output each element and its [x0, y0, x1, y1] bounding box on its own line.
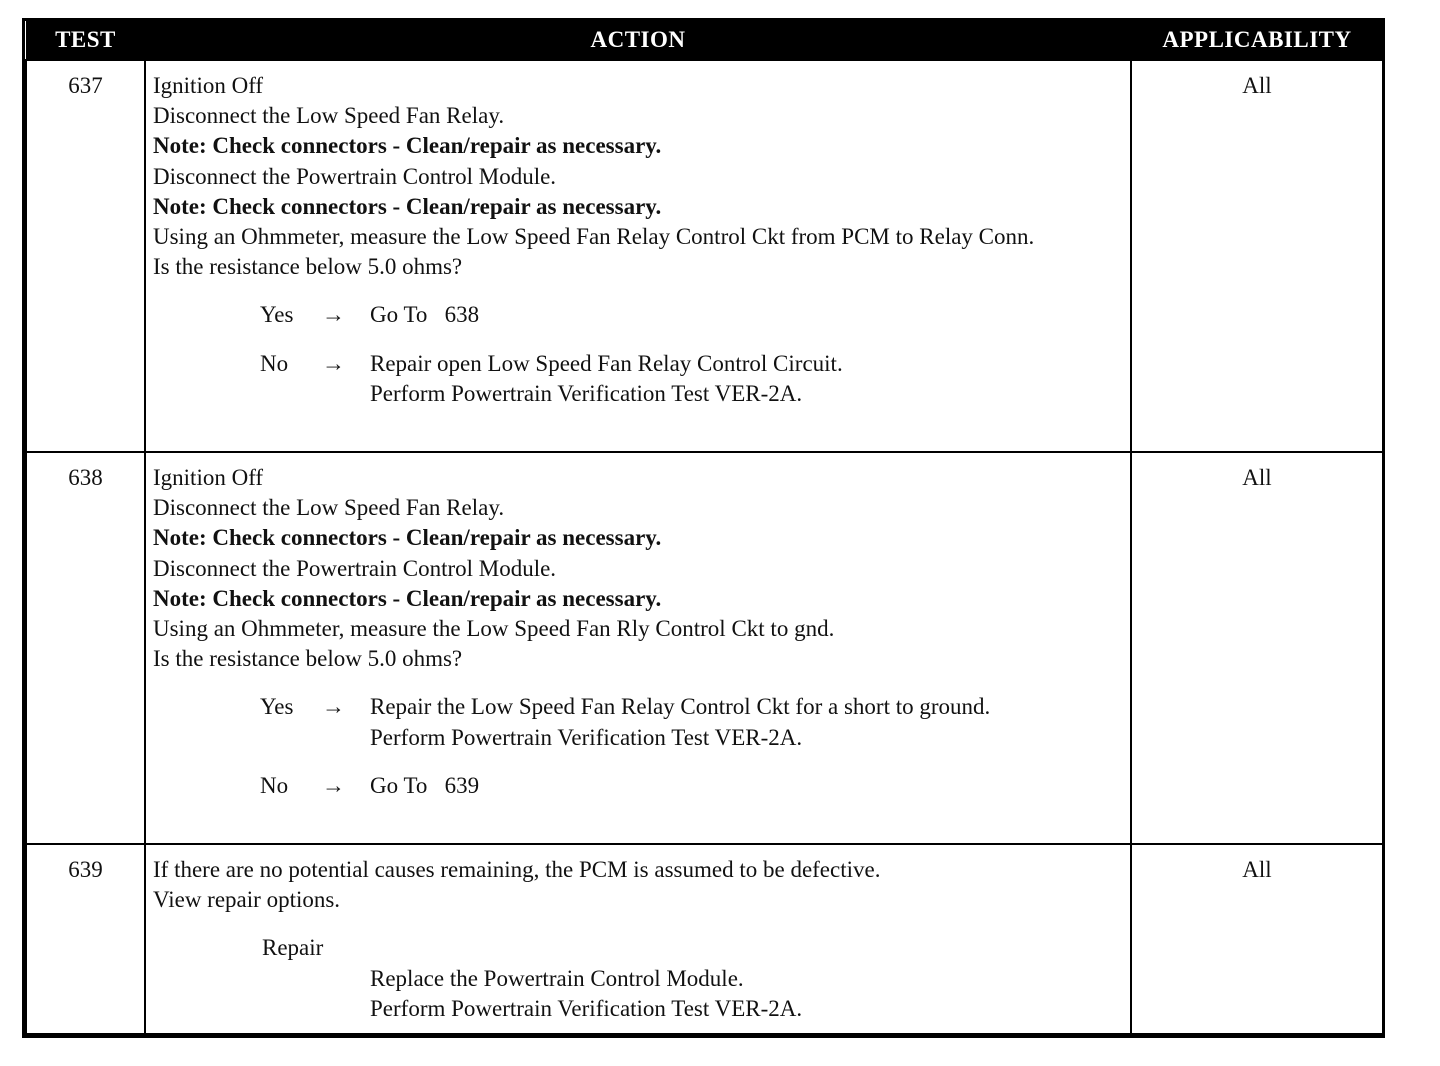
action-line: Disconnect the Powertrain Control Module. [153, 555, 557, 581]
right-arrow-icon: → [322, 772, 345, 798]
action-line: Disconnect the Low Speed Fan Relay. [153, 103, 505, 129]
branch-result [370, 349, 1123, 409]
branch-no [260, 349, 1123, 409]
repair-label: Repair [262, 935, 324, 961]
right-arrow-icon: → [322, 694, 345, 720]
applicability-value: All [1131, 452, 1383, 844]
test-number: 639 [26, 844, 145, 1034]
header-row [26, 21, 1383, 60]
question-line: Is the resistance below 5.0 ohms? [153, 254, 463, 280]
question-line: Is the resistance below 5.0 ohms? [153, 646, 463, 672]
repair-line: Perform Powertrain Verification Test VER-2A. [370, 995, 803, 1021]
branch-label: Yes [260, 302, 294, 328]
action-cell [145, 60, 1131, 452]
action-line: Using an Ohmmeter, measure the Low Speed Fan Relay Control Ckt from PCM to Relay Conn. [153, 224, 1035, 250]
note-line: Note: Check connectors - Clean/repair as necessary. [153, 525, 662, 551]
repair-line: Replace the Powertrain Control Module. [370, 965, 744, 991]
procedure-table [25, 21, 1384, 1035]
test-number: 637 [26, 60, 145, 452]
branch-yes [260, 692, 1123, 752]
note-line: Note: Check connectors - Clean/repair as necessary. [153, 193, 662, 219]
action-cell [145, 452, 1131, 844]
note-line: Note: Check connectors - Clean/repair as necessary. [153, 585, 662, 611]
result-line: Repair the Low Speed Fan Relay Control Ckt for a short to ground. [370, 694, 991, 720]
branch-label: No [260, 772, 289, 798]
right-arrow-icon: → [322, 350, 345, 376]
action-line: View repair options. [153, 887, 341, 913]
action-line: If there are no potential causes remaining, the PCM is assumed to be defective. [153, 857, 881, 882]
action-line: Using an Ohmmeter, measure the Low Speed Fan Rly Control Ckt to gnd. [153, 616, 835, 642]
test-row-639 [26, 844, 1383, 1034]
test-number: 638 [26, 452, 145, 844]
right-arrow-icon: → [322, 302, 345, 328]
branch-label: Yes [260, 694, 294, 720]
branch-result [370, 692, 1123, 752]
branch-no [260, 771, 1123, 801]
result-line: Repair open Low Speed Fan Relay Control Circuit. [370, 350, 843, 376]
header-test: TEST [26, 21, 145, 60]
branch-label: No [260, 350, 289, 376]
header-action: ACTION [145, 21, 1131, 60]
branch-result: Go To 638 [370, 302, 480, 328]
action-line: Disconnect the Powertrain Control Module. [153, 163, 557, 189]
action-line: Disconnect the Low Speed Fan Relay. [153, 495, 505, 521]
branch-yes [260, 300, 1123, 330]
action-line: Ignition Off [153, 465, 264, 490]
branch-result: Go To 639 [370, 772, 480, 798]
applicability-value: All [1131, 844, 1383, 1034]
action-cell [145, 844, 1131, 1034]
test-row-638 [26, 452, 1383, 844]
header-applicability: APPLICABILITY [1131, 21, 1383, 60]
applicability-value: All [1131, 60, 1383, 452]
result-line: Perform Powertrain Verification Test VER-2A. [370, 724, 803, 750]
result-line: Perform Powertrain Verification Test VER-2A. [370, 380, 803, 406]
diagnostic-procedure-table [22, 18, 1385, 1038]
action-line: Ignition Off [153, 73, 264, 98]
test-row-637 [26, 60, 1383, 452]
note-line: Note: Check connectors - Clean/repair as necessary. [153, 133, 662, 159]
